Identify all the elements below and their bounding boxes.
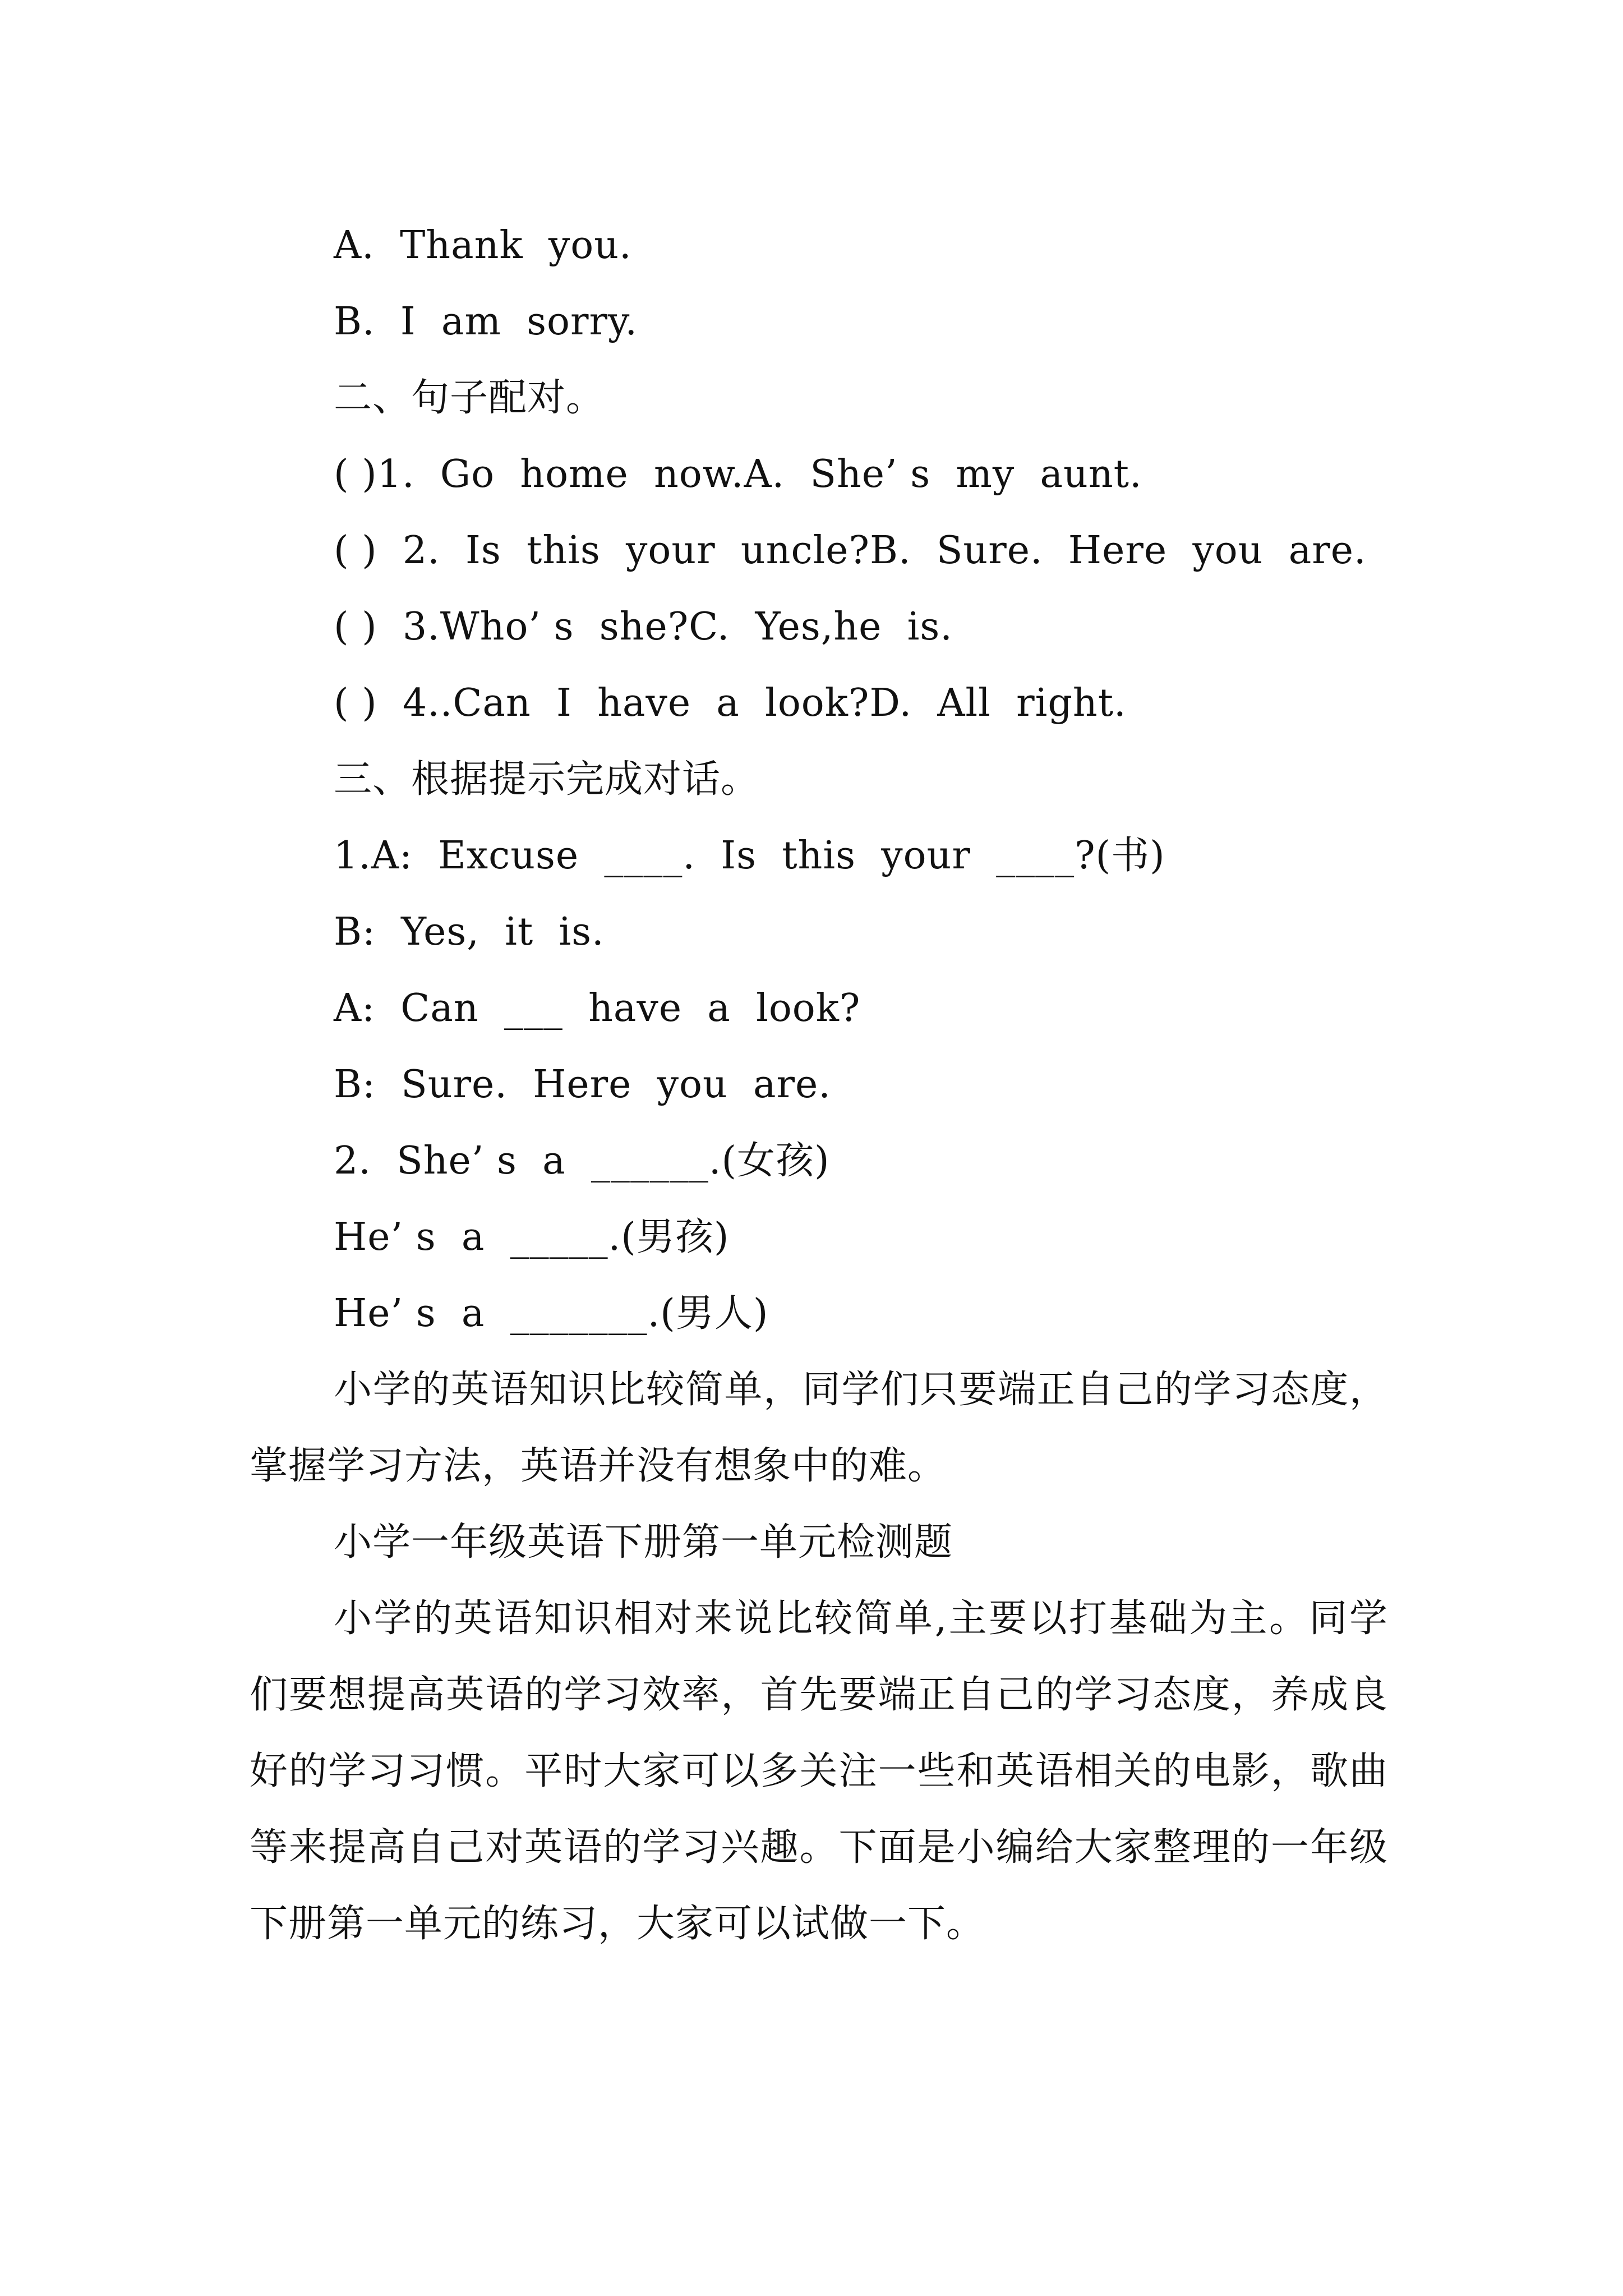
option-line: B. I am sorry.	[334, 300, 638, 344]
dialogue-line: B: Sure. Here you are.	[334, 1062, 831, 1107]
dialogue-line: A: Can ___ have a look?	[334, 986, 861, 1030]
option-line: A. Thank you.	[334, 223, 632, 268]
matching-item: ( ) 3.Who’ s she?C. Yes,he is.	[334, 605, 953, 649]
fill-blank-line: He’ s a _____.(男孩)	[334, 1215, 730, 1259]
fill-blank-line: He’ s a _______.(男人)	[334, 1291, 769, 1336]
section-heading: 二、句子配对。	[334, 376, 605, 420]
matching-item: ( ) 4..Can I have a look?D. All right.	[334, 681, 1127, 725]
document-body	[250, 208, 1388, 1962]
fill-blank-line: 2. She’ s a ______.(女孩)	[334, 1139, 830, 1183]
document-heading: 小学一年级英语下册第一单元检测题	[334, 1520, 953, 1565]
body-paragraph: 小学的英语知识比较简单，同学们只要端正自己的学习态度，掌握学习方法，英语并没有想象中的难。	[250, 1368, 1388, 1488]
matching-item: ( )1. Go home now.A. She’ s my aunt.	[334, 452, 1142, 496]
matching-item: ( ) 2. Is this your uncle?B. Sure. Here you are.	[334, 528, 1367, 573]
dialogue-line: 1.A: Excuse ____. Is this your ____?(书)	[334, 834, 1165, 878]
section-heading: 三、根据提示完成对话。	[334, 757, 760, 802]
dialogue-line: B: Yes, it is.	[334, 910, 605, 954]
body-paragraph: 小学的英语知识相对来说比较简单,主要以打基础为主。同学们要想提高英语的学习效率，首先要端正自己的学习态度，养成良好的学习习惯。平时大家可以多关注一些和英语相关的电影，歌曲等来提高自己对英语的学习兴趣。下面是小编给大家整理的一年级下册第一单元的练习，大家可以试做一下。	[250, 1596, 1388, 1946]
